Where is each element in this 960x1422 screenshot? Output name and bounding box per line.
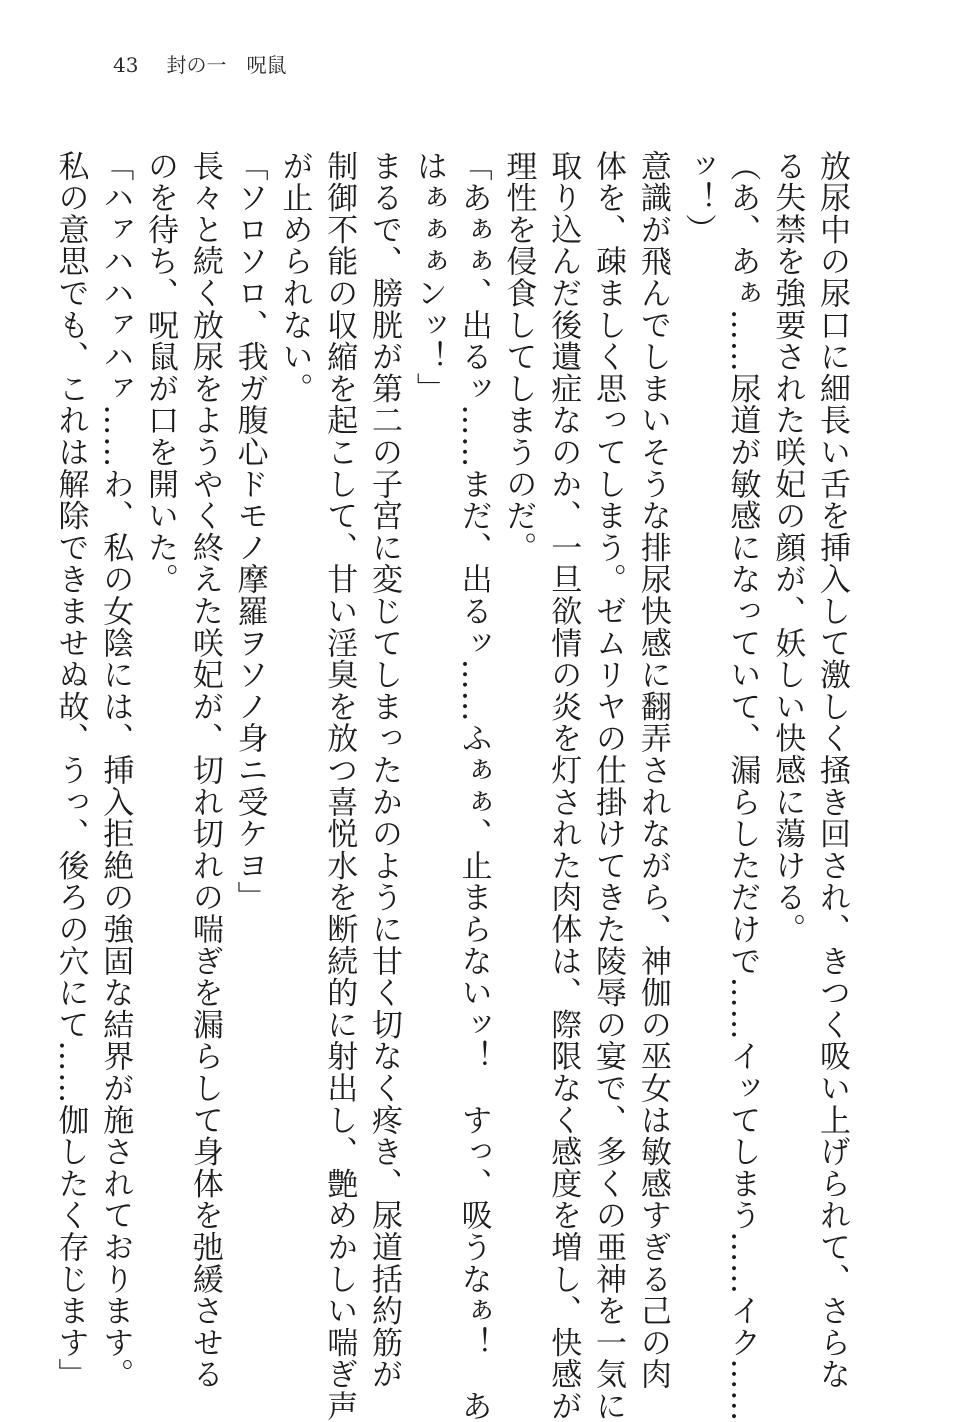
text-line: 体を、疎ましく思ってしまう。ゼムリヤの仕掛けてきた陵辱の宴で、多くの亜神を一気に bbox=[590, 150, 627, 1422]
paragraph bbox=[272, 150, 406, 1422]
chapter-title: 封の一 呪鼠 bbox=[166, 53, 287, 77]
text-line: 「あぁぁ、出るッ……まだ、出るッ……ふぁぁ、止まらないッ！ すっ、吸うなぁ！ あ bbox=[455, 150, 492, 1422]
text-line: 理性を侵食してしまうのだ。 bbox=[500, 150, 537, 564]
text-line: 「ソロソロ、我ガ腹心ドモノ摩羅ヲソノ身ニ受ケヨ」 bbox=[231, 150, 268, 914]
running-head bbox=[113, 50, 286, 80]
text-line: 取り込んだ後遺症なのか、一旦欲情の炎を灯された肉体は、際限なく感度を増し、快感が bbox=[545, 150, 582, 1422]
text-line: が止められない。 bbox=[276, 150, 313, 405]
page-number: 43 bbox=[113, 53, 139, 77]
text-line: 意識が飛んでしまいそうな排尿快感に翻弄されながら、神伽の巫女は敏感すぎる己の肉 bbox=[634, 150, 671, 1391]
body-text bbox=[52, 150, 854, 1422]
paragraph bbox=[137, 150, 227, 1391]
paragraph bbox=[764, 150, 854, 1391]
text-line: る失禁を強要された咲妃の顔が、妖しい快感に蕩ける。 bbox=[769, 150, 806, 945]
text-line: まるで、膀胱が第二の子宮に変じてしまったかのように甘く切なく疼き、尿道括約筋が bbox=[366, 150, 403, 1391]
text-line: （あ、あぁ……尿道が敏感になっていて、漏らしただけで……イッてしまう……イク…… bbox=[724, 150, 761, 1422]
text-line: のを待ち、呪鼠が口を開いた。 bbox=[142, 150, 179, 596]
text-line: 長々と続く放尿をようやく終えた咲妃が、切れ切れの喘ぎを漏らして身体を弛緩させる bbox=[186, 150, 223, 1391]
paragraph bbox=[496, 150, 675, 1422]
paragraph bbox=[227, 150, 272, 1230]
paragraph bbox=[675, 150, 765, 1422]
paragraph bbox=[48, 150, 138, 1391]
text-line: 私の意思でも、これは解除できませぬ故、うっ、後ろの穴にて……伽したく存じます」 bbox=[52, 150, 89, 1391]
text-line: 放尿中の尿口に細長い舌を挿入して激しく掻き回され、きつく吸い上げられて、さらな bbox=[814, 150, 850, 1391]
paragraph bbox=[406, 150, 496, 1422]
text-line: 制御不能の収縮を起こして、甘い淫臭を放つ喜悦水を断続的に射出し、艶めかしい喘ぎ声 bbox=[321, 150, 358, 1422]
text-line: はぁぁぁンッ！」 bbox=[410, 150, 447, 405]
text-line: ッ！） bbox=[679, 150, 716, 246]
text-line: 「ハァハハァハァ……わ、私の女陰には、挿入拒絶の強固な結界が施されております。 bbox=[97, 150, 134, 1391]
